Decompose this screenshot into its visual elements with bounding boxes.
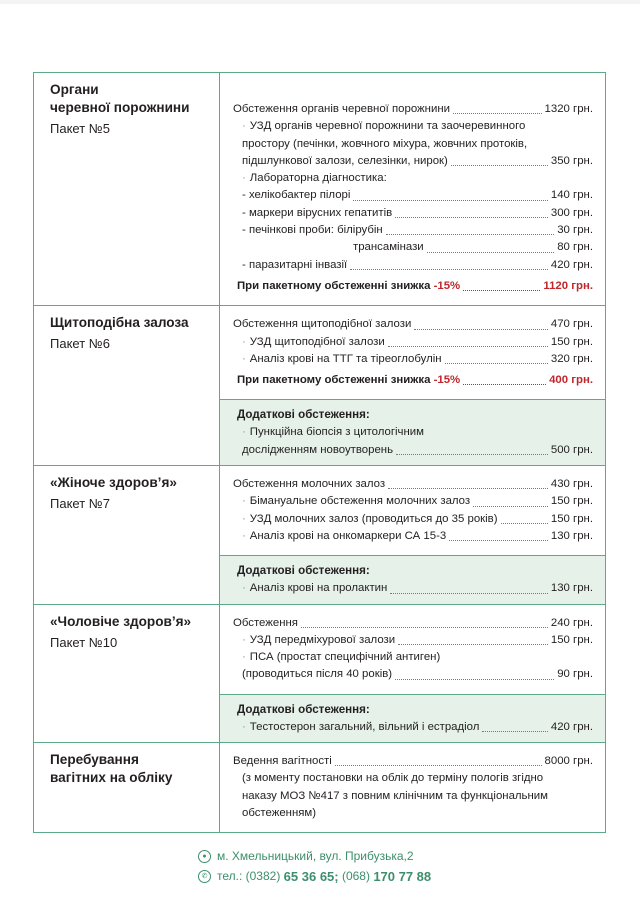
service-line (233, 753, 593, 770)
package-info (34, 743, 220, 833)
service-price: 130 грн. (550, 582, 593, 595)
service-text: Тестостерон загальний, вільний і естрадіол (249, 720, 480, 733)
dot-leader (386, 234, 555, 235)
service-text: (з моменту постановки на облік до терміну пологів згідно (242, 772, 544, 785)
service-line (233, 649, 593, 666)
service-label (242, 153, 448, 170)
service-price: 150 грн. (550, 335, 593, 348)
service-label (242, 790, 548, 802)
service-price: 130 грн. (550, 529, 593, 542)
service-text: - хелікобактер пілорі (242, 189, 351, 202)
additional-exams-title: Додаткові обстеження: (237, 408, 370, 422)
service-text: УЗД передміхурової залози (249, 633, 396, 646)
bullet-icon: · (242, 529, 246, 542)
bullet-icon: · (242, 512, 246, 525)
service-text: Обстеження щитоподібної залози (233, 318, 412, 331)
services-block (220, 306, 605, 399)
package-services (220, 743, 606, 833)
service-price: 90 грн. (557, 668, 593, 681)
service-label (242, 528, 446, 545)
discount-price: 400 грн. (549, 374, 593, 387)
service-label (242, 511, 498, 528)
dot-leader (482, 731, 547, 732)
service-price: 350 грн. (550, 154, 593, 167)
service-price: 420 грн. (550, 258, 593, 271)
service-line (233, 719, 593, 736)
service-line (233, 136, 593, 153)
package-info (34, 466, 220, 604)
service-text: - печінкові проби: білірубін (242, 224, 383, 237)
dot-leader (463, 384, 546, 385)
package-title (50, 474, 219, 492)
service-label (233, 101, 450, 118)
service-price: 240 грн. (550, 616, 593, 629)
service-line (233, 351, 593, 368)
services-block (220, 466, 605, 555)
services-block (220, 605, 605, 694)
service-label (242, 666, 392, 683)
bullet-icon: · (242, 582, 246, 595)
dot-leader (453, 113, 542, 114)
service-line (233, 632, 593, 649)
bullet-icon: · (242, 120, 246, 133)
service-text: Бімануальне обстеження молочних залоз (249, 495, 471, 508)
service-label (242, 187, 350, 204)
footer-phone-line (198, 866, 431, 886)
package-title (50, 314, 219, 332)
service-line (233, 442, 593, 459)
service-text: Ведення вагітності (233, 755, 332, 768)
additional-exams-title: Додаткові обстеження: (237, 564, 370, 578)
package-number: Пакет №6 (50, 336, 110, 352)
dot-leader (390, 593, 548, 594)
service-text: ПСА (простат специфічний антиген) (249, 651, 441, 664)
service-label (242, 426, 424, 438)
service-label (242, 351, 442, 368)
service-line (233, 615, 593, 632)
service-label (242, 205, 392, 222)
service-line (233, 666, 593, 683)
service-line (233, 257, 593, 274)
package-row (34, 604, 606, 742)
service-price: 320 грн. (550, 352, 593, 365)
discount-percent: -15% (433, 279, 461, 292)
discount-text: При пакетному обстеженні знижка (237, 279, 431, 292)
service-label (233, 476, 385, 493)
discount-text: При пакетному обстеженні знижка (237, 374, 431, 387)
service-line (233, 770, 593, 787)
package-title-line: Перебування (50, 752, 139, 768)
service-text: Пункційна біопсія з цитологічним (249, 426, 424, 439)
service-line (233, 476, 593, 493)
dot-leader (427, 252, 555, 253)
dot-leader (445, 363, 548, 364)
service-line (233, 153, 593, 170)
service-line (233, 493, 593, 510)
footer-address: м. Хмельницький, вул. Прибузька,2 (217, 849, 414, 863)
service-price: 430 грн. (550, 478, 593, 491)
bullet-icon: · (242, 352, 246, 365)
service-label (242, 222, 383, 239)
dot-leader (396, 454, 548, 455)
package-row (34, 306, 606, 466)
package-services (220, 73, 606, 306)
package-services (220, 306, 606, 466)
service-label (233, 316, 411, 333)
service-text: підшлункової залози, селезінки, нирок) (242, 154, 448, 167)
service-price: 500 грн. (550, 443, 593, 456)
bullet-icon: · (242, 720, 246, 733)
price-table (33, 72, 606, 833)
service-text: - маркери вірусних гепатитів (242, 206, 393, 219)
package-title (50, 81, 219, 117)
dot-leader (451, 165, 548, 166)
package-row (34, 743, 606, 833)
services-block (220, 73, 605, 305)
package-info (34, 604, 220, 742)
service-label (242, 719, 479, 736)
service-text: Обстеження (233, 616, 298, 629)
service-price: 30 грн. (557, 224, 593, 237)
dot-leader (414, 329, 548, 330)
package-title-line: Органи (50, 82, 99, 97)
service-price: 150 грн. (550, 495, 593, 508)
service-text: УЗД органів черевної порожнини та заочеревинного (249, 120, 526, 133)
service-label (233, 753, 332, 770)
dot-leader (395, 679, 554, 680)
package-title-line: вагітних на обліку (50, 770, 173, 786)
discount-line (233, 278, 593, 295)
service-label (233, 615, 298, 632)
dot-leader (395, 217, 548, 218)
service-label (353, 239, 424, 256)
spacer (233, 83, 593, 101)
bullet-icon: · (242, 335, 246, 348)
service-text: УЗД щитоподібної залози (249, 335, 385, 348)
service-text: УЗД молочних залоз (проводиться до 35 років) (249, 512, 498, 525)
package-services (220, 466, 606, 604)
dot-leader (353, 200, 547, 201)
service-text: дослідженням новоутворень (242, 443, 394, 456)
bullet-icon: · (242, 651, 246, 664)
service-price: 150 грн. (550, 512, 593, 525)
service-price: 470 грн. (550, 318, 593, 331)
package-number: Пакет №7 (50, 496, 110, 512)
footer-phone-prefix: тел.: (0382) (217, 869, 281, 883)
services-block (220, 743, 605, 832)
dot-leader (463, 290, 540, 291)
service-line (233, 316, 593, 333)
dot-leader (398, 644, 548, 645)
dot-leader (301, 627, 548, 628)
footer-phone-2[interactable]: 170 77 88 (373, 868, 432, 884)
footer-phone-1[interactable]: 65 36 65; (283, 868, 339, 884)
service-price: 150 грн. (550, 633, 593, 646)
service-price: 80 грн. (557, 241, 593, 254)
package-info (34, 73, 220, 306)
package-number: Пакет №10 (50, 634, 118, 650)
page-top-rule (0, 0, 640, 4)
package-number: Пакет №5 (50, 121, 110, 136)
discount-percent: -15% (433, 374, 461, 387)
service-text: (проводиться після 40 років) (242, 668, 393, 681)
service-line (233, 205, 593, 222)
dot-leader (473, 506, 548, 507)
service-price: 8000 грн. (544, 755, 593, 768)
package-title-line: Щитоподібна залоза (50, 315, 189, 331)
footer (198, 846, 431, 886)
package-row (34, 466, 606, 604)
service-label (242, 138, 527, 150)
package-services (220, 604, 606, 742)
service-text: Лабораторна діагностика: (249, 172, 387, 185)
dot-leader (388, 346, 548, 347)
bullet-icon: · (242, 172, 246, 185)
service-label (242, 257, 347, 274)
additional-exams (220, 555, 605, 603)
bullet-icon: · (242, 495, 246, 508)
service-line (233, 187, 593, 204)
discount-price: 1120 грн. (543, 279, 593, 292)
dot-leader (335, 765, 542, 766)
bullet-icon: · (242, 633, 246, 646)
service-line (233, 170, 593, 187)
service-label (242, 632, 395, 649)
service-line (233, 239, 593, 256)
service-line (233, 511, 593, 528)
service-text: Аналіз крові на пролактин (249, 582, 388, 595)
service-label (242, 807, 316, 819)
additional-exams (220, 694, 605, 742)
service-text: Аналіз крові на онкомаркери СА 15-3 (249, 529, 447, 542)
service-line (233, 222, 593, 239)
package-title (50, 751, 219, 787)
service-line (233, 805, 593, 822)
service-line (233, 424, 593, 441)
service-text: трансамінази (353, 241, 424, 254)
package-info (34, 306, 220, 466)
service-text: Обстеження органів черевної порожнини (233, 103, 450, 115)
discount-line (233, 372, 593, 389)
service-line (233, 788, 593, 805)
service-price: 300 грн. (550, 206, 593, 219)
service-label (242, 334, 385, 351)
service-text: - паразитарні інвазії (242, 258, 348, 271)
service-text: Обстеження молочних залоз (233, 478, 386, 491)
service-text: обстеженням) (242, 806, 317, 819)
service-label (242, 172, 387, 184)
service-label (242, 651, 440, 663)
service-text: простору (печінки, жовчного міхура, жовчних протоків, (242, 137, 528, 150)
service-label (242, 493, 470, 510)
dot-leader (350, 269, 548, 270)
discount-label (237, 372, 460, 389)
service-label (242, 442, 393, 459)
location-pin-icon: ● (198, 850, 211, 863)
service-text: Аналіз крові на ТТГ та тіреоглобулін (249, 352, 442, 365)
package-title-line: «Жіноче здоров’я» (50, 475, 177, 491)
service-price: 420 грн. (550, 720, 593, 733)
service-label (242, 580, 387, 597)
footer-address-line (198, 846, 431, 866)
phone-icon: ✆ (198, 870, 211, 883)
package-title-line: «Чоловіче здоров’я» (50, 613, 192, 629)
service-line (233, 101, 593, 118)
service-text: наказу МОЗ №417 з повним клінічним та функціональним (242, 789, 548, 802)
discount-label (237, 278, 460, 295)
package-title (50, 613, 219, 631)
service-line (233, 118, 593, 135)
service-label (242, 772, 543, 784)
bullet-icon: · (242, 426, 246, 439)
additional-exams-title: Додаткові обстеження: (237, 702, 370, 716)
package-title-line: черевної порожнини (50, 100, 190, 115)
dot-leader (449, 540, 548, 541)
service-line (233, 334, 593, 351)
service-price: 140 грн. (550, 189, 593, 202)
dot-leader (501, 523, 548, 524)
dot-leader (388, 488, 548, 489)
service-price: 1320 грн. (544, 103, 593, 115)
footer-phone-2-prefix: (068) (341, 869, 370, 883)
service-label (242, 120, 525, 132)
service-line (233, 580, 593, 597)
additional-exams (220, 399, 605, 465)
service-line (233, 528, 593, 545)
package-row (34, 73, 606, 306)
